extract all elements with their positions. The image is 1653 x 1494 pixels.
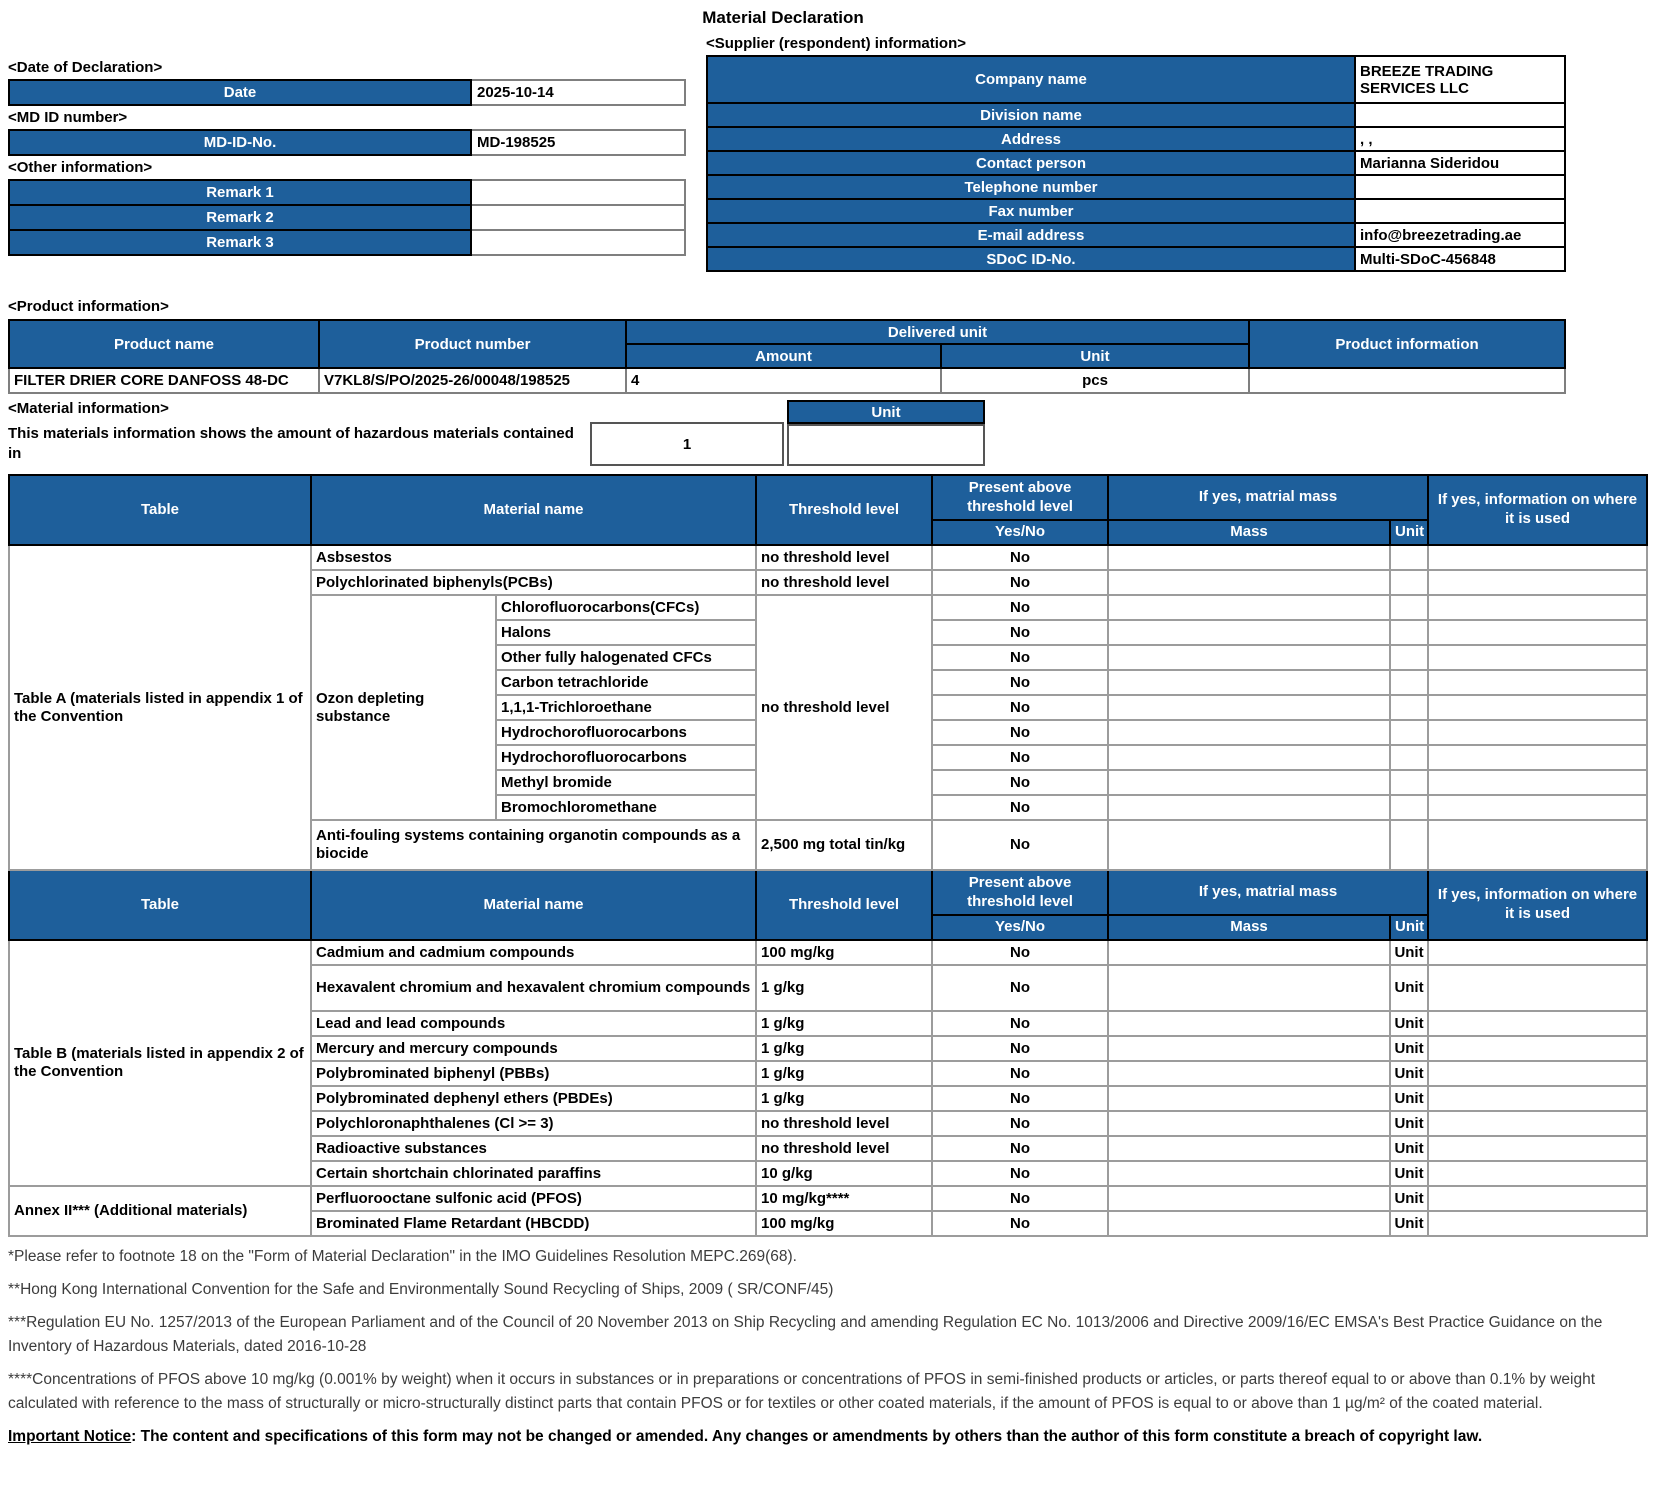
table-header: Table: [9, 475, 311, 545]
date-of-declaration-heading: <Date of Declaration>: [8, 59, 163, 76]
material-name-cell: Anti-fouling systems containing organotin compounds as a biocide: [311, 820, 756, 870]
threshold-cell: 2,500 mg total tin/kg: [756, 820, 932, 870]
supplier-row: [707, 223, 1565, 247]
present-above-header: Present above threshold level: [932, 870, 1108, 915]
top-section: [0, 0, 1653, 292]
info-cell: [1428, 820, 1647, 870]
unit-cell: Unit: [1390, 965, 1428, 1011]
remark-row: [9, 180, 685, 205]
info-cell: [1428, 770, 1647, 795]
info-cell: [1428, 695, 1647, 720]
yesno-cell: No: [932, 1111, 1108, 1136]
supplier-row: [707, 56, 1565, 103]
yesno-cell: No: [932, 620, 1108, 645]
mass-cell: [1108, 1161, 1390, 1186]
mass-cell: [1108, 770, 1390, 795]
amount-header: Amount: [626, 344, 941, 368]
threshold-cell: 100 mg/kg: [756, 940, 932, 965]
table-a-group-cell: Table A (materials listed in appendix 1 of the Convention: [9, 545, 311, 870]
material-name-cell: Polybrominated dephenyl ethers (PBDEs): [311, 1086, 756, 1111]
info-cell: [1428, 620, 1647, 645]
product-number-cell: V7KL8/S/PO/2025-26/00048/198525: [319, 368, 626, 393]
info-cell: [1428, 1036, 1647, 1061]
info-cell: [1428, 1161, 1647, 1186]
important-notice-text: : The content and specifications of this form may not be changed or amended. Any changes or amendments by others than the author of this form constitute a breach of copyright law.: [131, 1428, 1483, 1446]
product-data-row: [9, 368, 1565, 393]
mass-cell: [1108, 1086, 1390, 1111]
remark-row: [9, 230, 685, 255]
md-id-table: [8, 129, 686, 156]
mass-cell: [1108, 570, 1390, 595]
supplier-row: [707, 127, 1565, 151]
unit-cell: [1390, 695, 1428, 720]
yesno-header: Yes/No: [932, 915, 1108, 940]
material-name-cell: Brominated Flame Retardant (HBCDD): [311, 1211, 756, 1236]
unit-cell: Unit: [1390, 1136, 1428, 1161]
yesno-cell: No: [932, 1211, 1108, 1236]
mass-cell: [1108, 595, 1390, 620]
delivered-unit-header: Delivered unit: [626, 320, 1249, 344]
md-id-heading: <MD ID number>: [8, 109, 128, 126]
supplier-heading: <Supplier (respondent) information>: [706, 35, 967, 52]
page-title: Material Declaration: [702, 8, 864, 27]
md-id-value: MD-198525: [471, 130, 685, 155]
material-name-cell: Asbsestos: [311, 545, 756, 570]
material-information-heading: <Material information>: [8, 400, 169, 417]
material-row: [9, 940, 1647, 965]
info-cell: [1428, 1011, 1647, 1036]
present-above-header: Present above threshold level: [932, 475, 1108, 520]
yesno-cell: No: [932, 1061, 1108, 1086]
mass-cell: [1108, 820, 1390, 870]
material-info-amount: 1: [590, 422, 784, 466]
mass-cell: [1108, 795, 1390, 820]
threshold-cell: no threshold level: [756, 1111, 932, 1136]
info-cell: [1428, 1061, 1647, 1086]
material-name-cell: Polychloronaphthalenes (Cl >= 3): [311, 1111, 756, 1136]
material-info-unit-value: [787, 424, 985, 466]
date-table: [8, 79, 686, 106]
supplier-row: [707, 175, 1565, 199]
unit-header: Unit: [941, 344, 1249, 368]
threshold-cell: 1 g/kg: [756, 1011, 932, 1036]
threshold-cell: no threshold level: [756, 1136, 932, 1161]
mass-cell: [1108, 965, 1390, 1011]
mass-cell: [1108, 1211, 1390, 1236]
unit-cell: Unit: [1390, 1011, 1428, 1036]
info-cell: [1428, 595, 1647, 620]
unit-cell: [1390, 770, 1428, 795]
product-information-heading: <Product information>: [8, 298, 169, 315]
material-name-cell: Perfluorooctane sulfonic acid (PFOS): [311, 1186, 756, 1211]
material-name-cell: Hydrochorofluorocarbons: [496, 745, 756, 770]
product-info-header: Product information: [1249, 320, 1565, 368]
unit-cell: [1390, 795, 1428, 820]
info-cell: [1428, 1211, 1647, 1236]
supplier-row: [707, 199, 1565, 223]
md-id-row: [9, 130, 685, 155]
sdoc-id-value: Multi-SDoC-456848: [1355, 247, 1565, 271]
threshold-header: Threshold level: [756, 870, 932, 940]
threshold-cell: 1 g/kg: [756, 965, 932, 1011]
material-name-header: Material name: [311, 870, 756, 940]
footnote-4: ****Concentrations of PFOS above 10 mg/kg (0.001% by weight) when it occurs in substances or in preparations or concentrations of PFOS in semi-finished products or articles, or parts thereof equal to or above than 0.1% by weight calculated with reference to the mass of structurally or micro-structurally distinct parts that contain PFOS or for textiles or other coated materials, if the amount of PFOS is equal to or above than 1 µg/m² of the coated material.: [8, 1371, 1595, 1413]
threshold-cell: 10 g/kg: [756, 1161, 932, 1186]
unit-cell: [1390, 545, 1428, 570]
mass-cell: [1108, 1036, 1390, 1061]
material-row: [9, 545, 1647, 570]
table-b-header-row: [9, 870, 1647, 915]
unit-col-header: Unit: [1390, 915, 1428, 940]
yesno-cell: No: [932, 745, 1108, 770]
if-yes-mass-header: If yes, matrial mass: [1108, 475, 1428, 520]
company-name-value: BREEZE TRADING SERVICES LLC: [1355, 56, 1565, 103]
material-info-section: [0, 398, 1653, 474]
product-header-row: [9, 320, 1565, 344]
remark-2-value: [471, 205, 685, 230]
yesno-cell: No: [932, 645, 1108, 670]
telephone-value: [1355, 175, 1565, 199]
unit-cell: [1390, 745, 1428, 770]
yesno-cell: No: [932, 1161, 1108, 1186]
material-name-cell: Halons: [496, 620, 756, 645]
date-value: 2025-10-14: [471, 80, 685, 105]
if-yes-info-header: If yes, information on where it is used: [1428, 870, 1647, 940]
unit-cell: [1390, 570, 1428, 595]
material-name-cell: Methyl bromide: [496, 770, 756, 795]
footnote-1: *Please refer to footnote 18 on the "Form of Material Declaration" in the IMO Guidelines Resolution MEPC.269(68).: [8, 1248, 797, 1265]
mass-cell: [1108, 1136, 1390, 1161]
info-cell: [1428, 940, 1647, 965]
mass-cell: [1108, 620, 1390, 645]
material-name-cell: Cadmium and cadmium compounds: [311, 940, 756, 965]
footnote-3: ***Regulation EU No. 1257/2013 of the European Parliament and of the Council of 20 November 2013 on Ship Recycling and amending Regulation EC No. 1013/2006 and Directive 2009/16/EC EMSA's Best Practice Guidance on the Inventory of Hazardous Materials, dated 2016-10-28: [8, 1314, 1603, 1356]
fax-label: Fax number: [707, 199, 1355, 223]
mass-cell: [1108, 1061, 1390, 1086]
mass-cell: [1108, 745, 1390, 770]
remark-row: [9, 205, 685, 230]
product-number-header: Product number: [319, 320, 626, 368]
mass-cell: [1108, 670, 1390, 695]
product-name-cell: FILTER DRIER CORE DANFOSS 48-DC: [9, 368, 319, 393]
info-cell: [1428, 965, 1647, 1011]
yesno-header: Yes/No: [932, 520, 1108, 545]
supplier-row: [707, 103, 1565, 127]
if-yes-info-header: If yes, information on where it is used: [1428, 475, 1647, 545]
yesno-cell: No: [932, 720, 1108, 745]
material-name-cell: Lead and lead compounds: [311, 1011, 756, 1036]
material-name-cell: Radioactive substances: [311, 1136, 756, 1161]
material-name-cell: Hydrochorofluorocarbons: [496, 720, 756, 745]
threshold-cell: 1 g/kg: [756, 1036, 932, 1061]
mass-header: Mass: [1108, 520, 1390, 545]
mass-cell: [1108, 720, 1390, 745]
mass-cell: [1108, 1111, 1390, 1136]
info-cell: [1428, 1111, 1647, 1136]
table-header: Table: [9, 870, 311, 940]
division-name-label: Division name: [707, 103, 1355, 127]
mass-cell: [1108, 940, 1390, 965]
yesno-cell: No: [932, 670, 1108, 695]
info-cell: [1428, 1086, 1647, 1111]
table-b-group-cell: Table B (materials listed in appendix 2 of the Convention: [9, 940, 311, 1186]
contact-person-label: Contact person: [707, 151, 1355, 175]
yesno-cell: No: [932, 770, 1108, 795]
footnote-2: **Hong Kong International Convention for the Safe and Environmentally Sound Recycling of Ships, 2009 ( SR/CONF/45): [8, 1281, 834, 1299]
threshold-cell: no threshold level: [756, 595, 932, 820]
mass-cell: [1108, 1186, 1390, 1211]
unit-cell: [1390, 720, 1428, 745]
info-cell: [1428, 670, 1647, 695]
info-cell: [1428, 720, 1647, 745]
info-cell: [1428, 745, 1647, 770]
yesno-cell: No: [932, 1136, 1108, 1161]
footnotes-section: [8, 1245, 1645, 1448]
sdoc-id-label: SDoC ID-No.: [707, 247, 1355, 271]
material-name-cell: 1,1,1-Trichloroethane: [496, 695, 756, 720]
product-table: [8, 319, 1566, 394]
info-cell: [1428, 545, 1647, 570]
yesno-cell: No: [932, 1011, 1108, 1036]
threshold-cell: 10 mg/kg****: [756, 1186, 932, 1211]
telephone-label: Telephone number: [707, 175, 1355, 199]
threshold-header: Threshold level: [756, 475, 932, 545]
unit-cell: Unit: [1390, 1186, 1428, 1211]
product-name-header: Product name: [9, 320, 319, 368]
declaration-column: [8, 56, 684, 256]
yesno-cell: No: [932, 795, 1108, 820]
yesno-cell: No: [932, 695, 1108, 720]
threshold-cell: no threshold level: [756, 570, 932, 595]
yesno-cell: No: [932, 1186, 1108, 1211]
unit-cell: [1390, 620, 1428, 645]
unit-cell: Unit: [1390, 1111, 1428, 1136]
date-row: [9, 80, 685, 105]
supplier-row: [707, 151, 1565, 175]
material-name-cell: Chlorofluorocarbons(CFCs): [496, 595, 756, 620]
amount-cell: 4: [626, 368, 941, 393]
yesno-cell: No: [932, 545, 1108, 570]
info-cell: [1428, 570, 1647, 595]
email-label: E-mail address: [707, 223, 1355, 247]
info-cell: [1428, 795, 1647, 820]
remark-1-value: [471, 180, 685, 205]
table-a-header-row: [9, 475, 1647, 520]
material-row: [9, 1186, 1647, 1211]
unit-cell: Unit: [1390, 1061, 1428, 1086]
address-label: Address: [707, 127, 1355, 151]
threshold-cell: 1 g/kg: [756, 1086, 932, 1111]
md-id-label: MD-ID-No.: [9, 130, 471, 155]
info-cell: [1428, 1186, 1647, 1211]
remark-3-label: Remark 3: [9, 230, 471, 255]
hazardous-materials-table: [8, 474, 1648, 1237]
unit-cell: Unit: [1390, 1161, 1428, 1186]
important-notice: [8, 1425, 1645, 1448]
unit-cell: [1390, 820, 1428, 870]
material-name-cell: Carbon tetrachloride: [496, 670, 756, 695]
threshold-cell: 1 g/kg: [756, 1061, 932, 1086]
unit-cell: [1390, 595, 1428, 620]
unit-cell: [1390, 645, 1428, 670]
unit-cell: Unit: [1390, 1036, 1428, 1061]
ozon-group-cell: Ozon depleting substance: [311, 595, 496, 820]
other-information-heading: <Other information>: [8, 159, 153, 176]
unit-cell: Unit: [1390, 940, 1428, 965]
yesno-cell: No: [932, 570, 1108, 595]
material-name-cell: Other fully halogenated CFCs: [496, 645, 756, 670]
yesno-cell: No: [932, 1036, 1108, 1061]
material-info-note: This materials information shows the amount of hazardous materials contained in: [8, 425, 574, 463]
material-name-cell: Bromochloromethane: [496, 795, 756, 820]
annex-group-cell: Annex II*** (Additional materials): [9, 1186, 311, 1236]
yesno-cell: No: [932, 820, 1108, 870]
mass-cell: [1108, 545, 1390, 570]
threshold-cell: 100 mg/kg: [756, 1211, 932, 1236]
remark-1-label: Remark 1: [9, 180, 471, 205]
important-notice-label: Important Notice: [8, 1428, 132, 1446]
supplier-table: [706, 55, 1566, 272]
company-name-label: Company name: [707, 56, 1355, 103]
email-value: info@breezetrading.ae: [1355, 223, 1565, 247]
fax-value: [1355, 199, 1565, 223]
product-info-cell: [1249, 368, 1565, 393]
mass-cell: [1108, 1011, 1390, 1036]
material-name-cell: Polychlorinated biphenyls(PCBs): [311, 570, 756, 595]
info-cell: [1428, 1136, 1647, 1161]
yesno-cell: No: [932, 1086, 1108, 1111]
mass-cell: [1108, 645, 1390, 670]
yesno-cell: No: [932, 595, 1108, 620]
threshold-cell: no threshold level: [756, 545, 932, 570]
material-name-cell: Certain shortchain chlorinated paraffins: [311, 1161, 756, 1186]
mass-header: Mass: [1108, 915, 1390, 940]
material-info-unit-header: Unit: [787, 400, 985, 424]
info-cell: [1428, 645, 1647, 670]
material-name-cell: Mercury and mercury compounds: [311, 1036, 756, 1061]
remark-3-value: [471, 230, 685, 255]
unit-cell: pcs: [941, 368, 1249, 393]
supplier-column: [706, 32, 1564, 272]
material-name-cell: Polybrominated biphenyl (PBBs): [311, 1061, 756, 1086]
remark-2-label: Remark 2: [9, 205, 471, 230]
yesno-cell: No: [932, 940, 1108, 965]
yesno-cell: No: [932, 965, 1108, 1011]
unit-cell: [1390, 670, 1428, 695]
unit-cell: Unit: [1390, 1211, 1428, 1236]
supplier-row: [707, 247, 1565, 271]
material-name-cell: Hexavalent chromium and hexavalent chromium compounds: [311, 965, 756, 1011]
unit-cell: Unit: [1390, 1086, 1428, 1111]
unit-col-header: Unit: [1390, 520, 1428, 545]
mass-cell: [1108, 695, 1390, 720]
material-name-header: Material name: [311, 475, 756, 545]
date-label: Date: [9, 80, 471, 105]
if-yes-mass-header: If yes, matrial mass: [1108, 870, 1428, 915]
remarks-table: [8, 179, 686, 256]
contact-person-value: Marianna Sideridou: [1355, 151, 1565, 175]
address-value: , ,: [1355, 127, 1565, 151]
division-name-value: [1355, 103, 1565, 127]
